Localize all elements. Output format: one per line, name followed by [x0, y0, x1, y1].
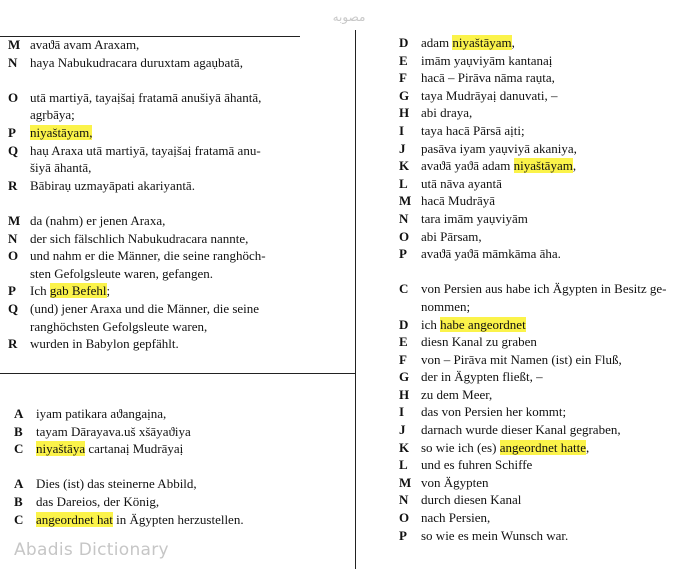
line-text: der sich fälschlich Nabukudracara nannte, — [30, 230, 249, 246]
text-line — [399, 122, 694, 140]
line-key: Q — [8, 142, 19, 158]
line-text: ranghöchsten Gefolgsleute waren, — [30, 318, 208, 334]
line-text: nach Persien, — [421, 510, 491, 526]
line-key: J — [399, 422, 406, 438]
text-line — [399, 439, 694, 457]
line-key: F — [399, 351, 407, 367]
section-divider — [0, 373, 356, 374]
text-line — [8, 177, 348, 195]
line-text-post: , — [572, 158, 577, 174]
text-line — [8, 36, 348, 54]
text-line — [399, 351, 694, 369]
line-key: D — [399, 35, 409, 50]
text-line — [399, 140, 694, 158]
line-text: und nahm er die Männer, die seine ranghöch- — [30, 248, 266, 264]
highlighted-text: angeordnet hat — [36, 511, 113, 527]
highlighted-text: niyaštāyam — [513, 158, 573, 174]
line-key: M — [399, 474, 412, 490]
text-line — [399, 69, 694, 87]
text-line — [8, 54, 348, 72]
line-key: A — [14, 406, 24, 421]
line-text: so wie es mein Wunsch war. — [421, 527, 569, 543]
line-text: darnach wurde dieser Kanal gegraben, — [421, 422, 621, 438]
line-text: utā nāva ayantā — [421, 175, 502, 191]
line-text: abi draya, — [421, 105, 473, 121]
text-line — [8, 318, 348, 336]
line-key: C — [399, 281, 409, 297]
line-text: durch diesen Kanal — [421, 492, 522, 508]
text-line — [399, 228, 694, 246]
line-key: M — [8, 37, 21, 52]
line-key: M — [8, 212, 21, 228]
line-text-pre: adam — [421, 35, 453, 50]
highlighted-text: habe angeordnet — [440, 316, 526, 332]
text-line — [8, 265, 348, 283]
line-text: hacā Mudrāyā — [421, 193, 495, 209]
line-key: B — [14, 493, 23, 509]
line-text: von – Pirāva mit Namen (ist) ein Fluß, — [421, 351, 622, 367]
line-text: diesn Kanal zu graben — [421, 334, 537, 350]
line-text-pre: Ich — [30, 283, 50, 299]
line-key: I — [399, 122, 405, 138]
line-key: A — [14, 476, 24, 492]
left-lower-column — [14, 405, 350, 528]
line-text: šiyā āhantā, — [30, 160, 92, 176]
line-text-post: cartanaị Mudrāyaị — [85, 441, 184, 457]
line-text: Dies (ist) das steinerne Abbild, — [36, 476, 197, 492]
text-line — [399, 192, 694, 210]
line-text: von Ägypten — [421, 474, 489, 490]
line-key: O — [399, 510, 410, 526]
text-line — [8, 212, 348, 230]
text-line — [14, 440, 350, 458]
text-line — [399, 104, 694, 122]
line-key: M — [399, 193, 412, 209]
line-key: L — [399, 457, 408, 473]
line-text-post: ; — [106, 283, 111, 299]
line-text: sten Gefolgsleute waren, gefangen. — [30, 265, 214, 281]
line-text: wurden in Babylon gepfählt. — [30, 336, 179, 352]
right-column — [399, 34, 694, 544]
text-line — [399, 333, 694, 351]
line-text-post: , — [585, 439, 590, 455]
text-line — [399, 52, 694, 70]
line-key: C — [14, 441, 24, 457]
text-line — [399, 421, 694, 439]
text-line — [8, 124, 348, 142]
text-line — [8, 230, 348, 248]
line-text: taya Mudrāyaị danuvati, – — [421, 87, 558, 103]
line-text: pasāva iyam yaụviyā akaniya, — [421, 140, 577, 156]
line-key: P — [8, 124, 16, 140]
line-text: utā martiyā, tayaịšaị fratamā anušiyā āhantā, — [30, 89, 262, 105]
line-text: avaϑā avam Araxam, — [30, 37, 140, 52]
highlighted-text: niyaštāyam — [452, 35, 512, 50]
line-key: C — [14, 511, 24, 527]
highlighted-text: niyaštāya — [36, 441, 86, 457]
text-line — [399, 316, 694, 334]
line-text: tayam Dārayava.uš xšāyaϑiya — [36, 423, 191, 439]
line-text: zu dem Meer, — [421, 386, 493, 402]
line-key: F — [399, 70, 407, 86]
text-line — [14, 423, 350, 441]
line-text: avaϑā yaϑā māmkāma āha. — [421, 246, 561, 262]
text-line — [399, 298, 694, 316]
line-text-pre: avaϑā yaϑā adam — [421, 158, 514, 174]
line-text: agṛbāya; — [30, 107, 75, 123]
line-text: abi Pārsam, — [421, 228, 482, 244]
text-line — [399, 175, 694, 193]
line-text-post: in Ägypten herzustellen. — [112, 511, 244, 527]
watermark: Abadis Dictionary — [14, 540, 169, 560]
text-line — [14, 493, 350, 511]
text-line — [399, 368, 694, 386]
line-key: L — [399, 175, 408, 191]
line-text: tara imām yaụviyām — [421, 210, 528, 226]
line-key: E — [399, 52, 408, 68]
text-line — [8, 142, 348, 160]
text-line — [8, 282, 348, 300]
line-key: K — [399, 158, 410, 174]
highlighted-text: gab Befehl — [49, 283, 107, 299]
text-line — [8, 335, 348, 353]
text-line — [399, 386, 694, 404]
line-text: Bābiraụ uzmayāpati akariyantā. — [30, 177, 195, 193]
line-text-pre: so wie ich (es) — [421, 439, 500, 455]
line-key: N — [8, 54, 18, 70]
text-line — [399, 509, 694, 527]
text-line — [399, 280, 694, 298]
line-text: da (nahm) er jenen Araxa, — [30, 212, 166, 228]
line-text: von Persien aus habe ich Ägypten in Besitz ge- — [421, 281, 667, 297]
line-key: K — [399, 439, 410, 455]
line-key: R — [8, 177, 18, 193]
line-text: hacā – Pirāva nāma raụta, — [421, 70, 555, 86]
line-text-post: , — [511, 35, 515, 50]
spacer — [399, 263, 694, 281]
line-text: imām yaụviyām kantanaị — [421, 52, 553, 68]
line-text: und es fuhren Schiffe — [421, 457, 533, 473]
highlighted-text: angeordnet hatte — [499, 439, 586, 455]
line-key: D — [399, 316, 409, 332]
spacer — [8, 194, 348, 212]
text-line — [399, 87, 694, 105]
line-key: Q — [8, 300, 19, 316]
line-key: R — [8, 336, 18, 352]
line-text: haụ Araxa utā martiyā, tayaịšaị fratamā anu- — [30, 142, 261, 158]
text-line — [399, 157, 694, 175]
line-key: N — [8, 230, 18, 246]
line-text: das Dareios, der König, — [36, 493, 160, 509]
text-line — [399, 245, 694, 263]
text-line — [399, 34, 694, 52]
column-divider — [355, 30, 356, 569]
line-key: O — [8, 89, 19, 105]
line-key: B — [14, 423, 23, 439]
line-key: N — [399, 210, 409, 226]
line-key: J — [399, 140, 406, 156]
line-text: das von Persien her kommt; — [421, 404, 567, 420]
text-line — [8, 106, 348, 124]
line-key: H — [399, 105, 410, 121]
text-line — [8, 159, 348, 177]
line-text: (und) jener Araxa und die Männer, die seine — [30, 300, 260, 316]
text-line — [8, 247, 348, 265]
text-line — [14, 475, 350, 493]
text-line — [399, 474, 694, 492]
spacer — [8, 71, 348, 89]
text-line — [14, 405, 350, 423]
text-line — [399, 403, 694, 421]
text-line — [8, 300, 348, 318]
line-key: E — [399, 334, 408, 350]
text-line — [399, 491, 694, 509]
line-key: P — [399, 527, 407, 543]
line-key: I — [399, 404, 405, 420]
highlighted-text: niyaštāyam, — [30, 124, 93, 140]
line-text-pre: ich — [421, 316, 441, 332]
line-key: G — [399, 87, 410, 103]
line-key: G — [399, 369, 410, 385]
top-label: مصوبه — [332, 10, 366, 24]
line-key: P — [8, 283, 16, 299]
line-key: O — [8, 248, 19, 264]
text-line — [399, 456, 694, 474]
line-key: O — [399, 228, 410, 244]
line-text: nommen; — [421, 298, 471, 314]
spacer — [14, 458, 350, 476]
line-key: N — [399, 492, 409, 508]
line-text: taya hacā Pārsā aịti; — [421, 122, 525, 138]
line-text: haya Nabukudracara duruxtam agaụbatā, — [30, 54, 243, 70]
text-line — [399, 527, 694, 545]
left-upper-column — [8, 36, 348, 353]
line-key: P — [399, 246, 407, 262]
text-line — [14, 511, 350, 529]
line-text: der in Ägypten fließt, – — [421, 369, 543, 385]
line-text: iyam patikara aϑangaịna, — [36, 406, 167, 421]
line-key: H — [399, 386, 410, 402]
text-line — [399, 210, 694, 228]
text-line — [8, 89, 348, 107]
